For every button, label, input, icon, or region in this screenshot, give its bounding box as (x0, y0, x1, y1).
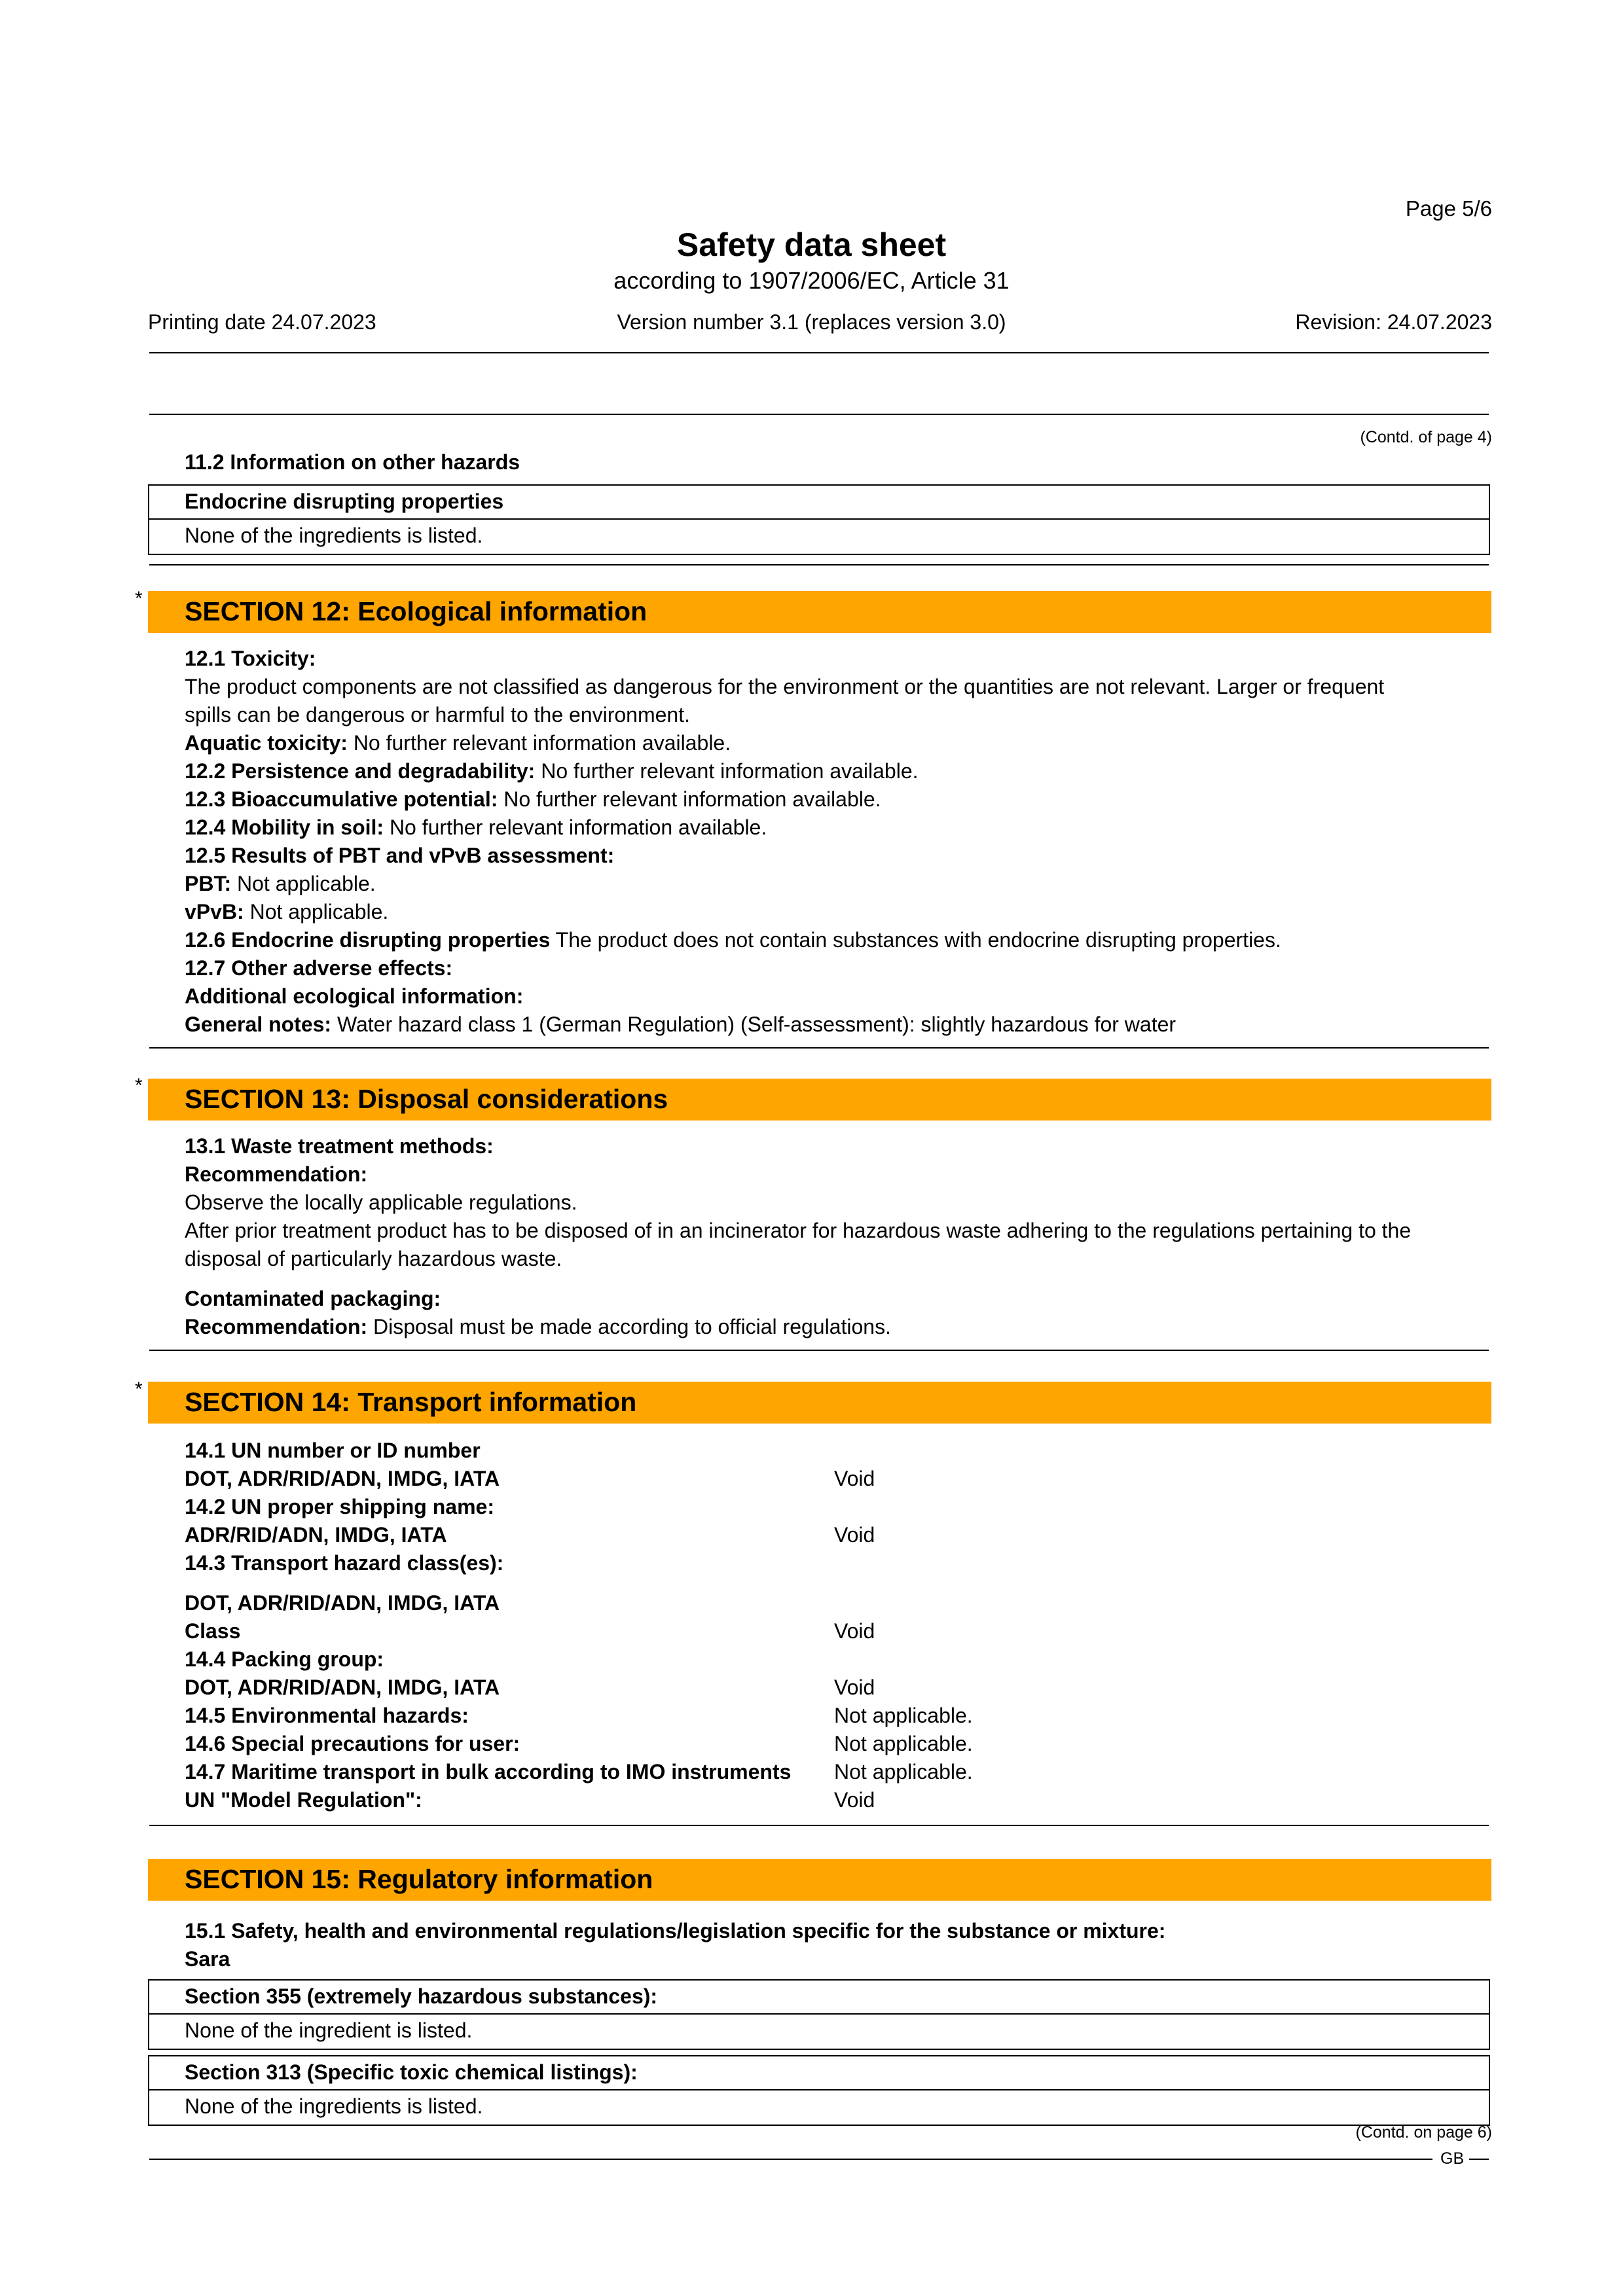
transport-row-label: DOT, ADR/RID/ADN, IMDG, IATA (185, 1591, 500, 1615)
section-15-header (148, 1859, 1491, 1901)
section-15-title: SECTION 15: Regulatory information (185, 1864, 653, 1894)
transport-row-value: Void (834, 1676, 875, 1699)
disposal-text-2: After prior treatment product has to be disposed of in an incinerator for hazardous waste adhering to the regulations pertaining to the (185, 1219, 1412, 1242)
pbt-heading: 12.5 Results of PBT and vPvB assessment: (185, 844, 615, 867)
vpvb-text: Not applicable. (244, 900, 389, 924)
persistence-text: No further relevant information available. (535, 759, 919, 783)
general-notes-text: Water hazard class 1 (German Regulation) (Self-assessment): slightly hazardous for water (331, 1013, 1176, 1036)
section-13-divider (149, 1350, 1489, 1351)
transport-row-label: Class (185, 1619, 241, 1643)
section-313-title: Section 313 (Specific toxic chemical listings): (185, 2060, 638, 2084)
transport-row-label: 14.5 Environmental hazards: (185, 1704, 469, 1727)
vpvb-label: vPvB: (185, 900, 244, 924)
mobility-label: 12.4 Mobility in soil: (185, 816, 384, 839)
pbt (185, 872, 376, 896)
contaminated-packaging-label: Contaminated packaging: (185, 1287, 441, 1310)
section-355-box (148, 1979, 1490, 2050)
endocrine-properties-text: The product does not contain substances with endocrine disrupting properties. (550, 928, 1281, 952)
transport-row-value: Void (834, 1467, 875, 1490)
pbt-label: PBT: (185, 872, 232, 895)
sara-label: Sara (185, 1947, 230, 1971)
section-14-title: SECTION 14: Transport information (185, 1387, 637, 1417)
transport-row-label: DOT, ADR/RID/ADN, IMDG, IATA (185, 1467, 500, 1490)
section-12-title: SECTION 12: Ecological information (185, 596, 647, 626)
endocrine-box-text-row (149, 520, 1489, 554)
bioaccumulative (185, 787, 881, 812)
section-12-star: * (135, 588, 143, 609)
waste-treatment-label: 13.1 Waste treatment methods: (185, 1134, 494, 1158)
country-code: GB (1440, 2149, 1465, 2168)
packaging-recommendation-label: Recommendation: (185, 1315, 368, 1338)
document-subtitle: according to 1907/2006/EC, Article 31 (613, 267, 1010, 294)
section-11-2-heading: 11.2 Information on other hazards (185, 450, 520, 474)
packaging-recommendation (185, 1315, 891, 1339)
section-13-star: * (135, 1075, 143, 1096)
section-11-divider (149, 564, 1489, 565)
disposal-text-3: disposal of particularly hazardous waste. (185, 1247, 562, 1270)
persistence-label: 12.2 Persistence and degradability: (185, 759, 536, 783)
page-number: Page 5/6 (1405, 196, 1492, 221)
transport-row-label: UN "Model Regulation": (185, 1788, 422, 1812)
disposal-text-1: Observe the locally applicable regulations. (185, 1191, 577, 1214)
recommendation-label: Recommendation: (185, 1162, 368, 1186)
continued-from-note: (Contd. of page 4) (1360, 428, 1492, 446)
transport-row-label: 14.3 Transport hazard class(es): (185, 1551, 504, 1575)
endocrine-box-text: None of the ingredients is listed. (185, 524, 483, 547)
section-313-text: None of the ingredients is listed. (185, 2094, 483, 2118)
adverse-effects-label: 12.7 Other adverse effects: (185, 956, 453, 980)
pbt-text: Not applicable. (231, 872, 376, 895)
transport-row-value: Void (834, 1523, 875, 1547)
section-313-text-row (149, 2090, 1489, 2125)
section-355-title: Section 355 (extremely hazardous substances): (185, 1984, 658, 2008)
section-355-text: None of the ingredient is listed. (185, 2018, 473, 2042)
section-313-title-row (149, 2056, 1489, 2090)
transport-row-label: 14.1 UN number or ID number (185, 1439, 481, 1462)
section-14-header (148, 1382, 1491, 1424)
continued-on-note: (Contd. on page 6) (1355, 2123, 1492, 2142)
footer-divider (149, 2159, 1432, 2160)
revision-date: Revision: 24.07.2023 (1295, 310, 1492, 334)
endocrine-box-title: Endocrine disrupting properties (185, 490, 504, 513)
section-13-title: SECTION 13: Disposal considerations (185, 1084, 668, 1114)
transport-row-label: 14.6 Special precautions for user: (185, 1732, 520, 1755)
endocrine-box (148, 484, 1490, 555)
footer-divider-end (1469, 2159, 1489, 2160)
section-12-divider (149, 1047, 1489, 1049)
general-notes (185, 1013, 1176, 1037)
section-14-star: * (135, 1378, 143, 1400)
persistence (185, 759, 919, 783)
transport-row-value: Void (834, 1619, 875, 1643)
transport-row-label: ADR/RID/ADN, IMDG, IATA (185, 1523, 447, 1547)
printing-date: Printing date 24.07.2023 (148, 310, 376, 334)
transport-row-value: Not applicable. (834, 1732, 973, 1755)
endocrine-box-title-row (149, 486, 1489, 520)
endocrine-properties-label: 12.6 Endocrine disrupting properties (185, 928, 551, 952)
vpvb (185, 900, 388, 924)
transport-row-value: Not applicable. (834, 1704, 973, 1727)
section-313-box (148, 2055, 1490, 2126)
transport-row-label: 14.7 Maritime transport in bulk according to IMO instruments (185, 1760, 792, 1784)
section-355-text-row (149, 2015, 1489, 2049)
additional-ecological-label: Additional ecological information: (185, 984, 524, 1008)
document-title: Safety data sheet (676, 226, 947, 263)
transport-row-value: Not applicable. (834, 1760, 973, 1784)
mobility (185, 816, 767, 840)
bioaccumulative-text: No further relevant information available. (498, 787, 881, 811)
aquatic-toxicity-text: No further relevant information available. (347, 731, 731, 755)
transport-row-label: DOT, ADR/RID/ADN, IMDG, IATA (185, 1676, 500, 1699)
content-top-divider (149, 414, 1489, 415)
mobility-text: No further relevant information available. (384, 816, 767, 839)
toxicity-text-1: The product components are not classified as dangerous for the environment or the quantities are not relevant. Larger or frequent (185, 675, 1385, 698)
aquatic-toxicity (185, 731, 731, 755)
transport-row-label: 14.4 Packing group: (185, 1647, 384, 1671)
general-notes-label: General notes: (185, 1013, 332, 1036)
section-14-divider (149, 1825, 1489, 1826)
section-12-header (148, 591, 1491, 633)
transport-row-label: 14.2 UN proper shipping name: (185, 1495, 494, 1518)
aquatic-toxicity-label: Aquatic toxicity: (185, 731, 348, 755)
version-number: Version number 3.1 (replaces version 3.0) (617, 310, 1006, 334)
regulations-label: 15.1 Safety, health and environmental regulations/legislation specific for the substance or mixture: (185, 1919, 1166, 1943)
toxicity-text-2: spills can be dangerous or harmful to the environment. (185, 703, 690, 726)
packaging-recommendation-text: Disposal must be made according to official regulations. (367, 1315, 891, 1338)
toxicity-label: 12.1 Toxicity: (185, 647, 316, 670)
section-13-header (148, 1079, 1491, 1121)
transport-row-value: Void (834, 1788, 875, 1812)
section-355-title-row (149, 1981, 1489, 2015)
header-divider (149, 352, 1489, 353)
endocrine-properties (185, 928, 1281, 952)
bioaccumulative-label: 12.3 Bioaccumulative potential: (185, 787, 498, 811)
